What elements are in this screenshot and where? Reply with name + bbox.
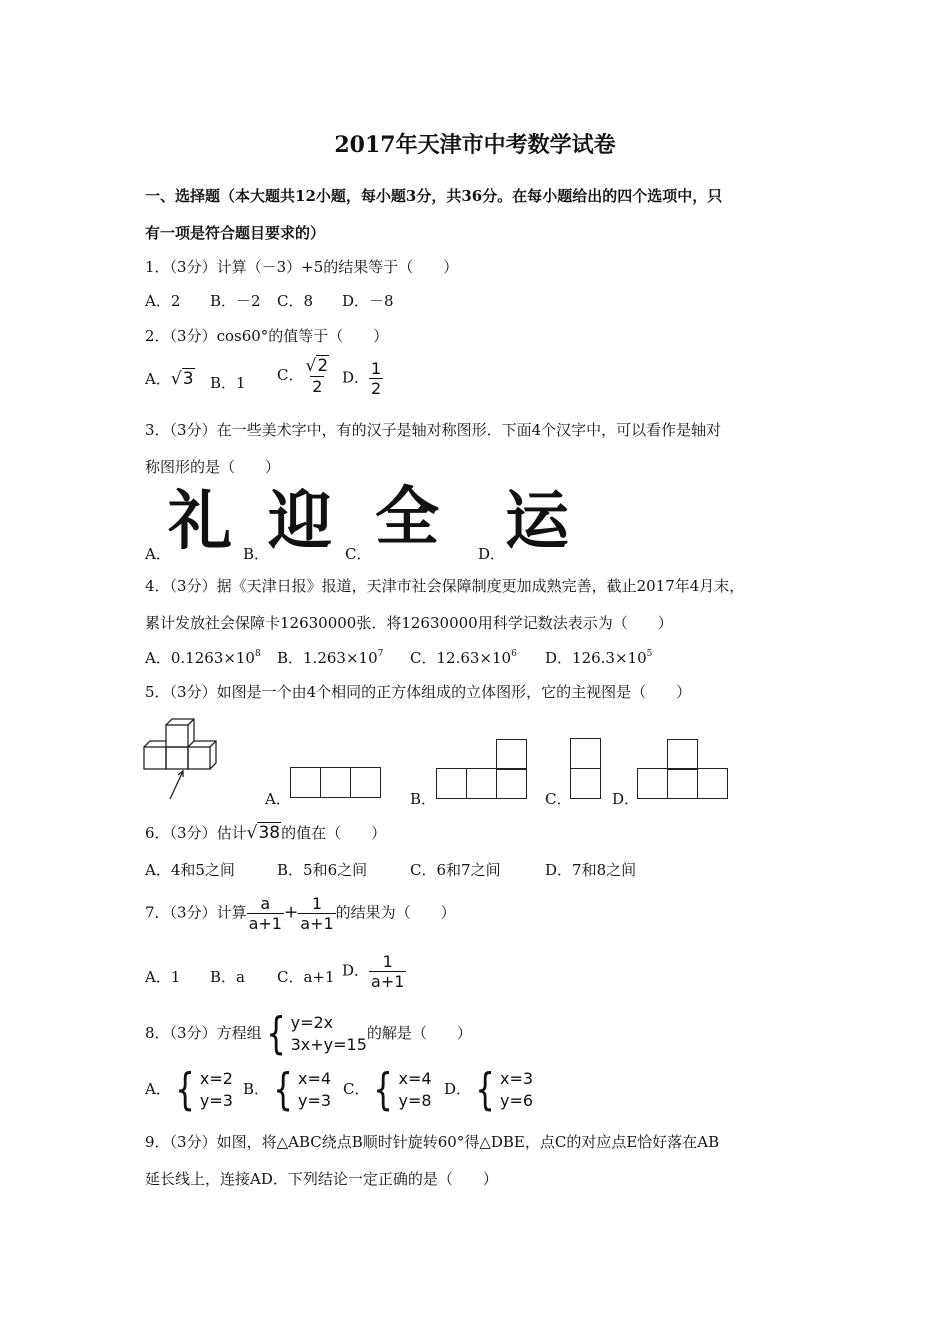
q3-option-b-label: B． bbox=[243, 545, 270, 563]
q4-option-b-exp: 7 bbox=[377, 649, 384, 659]
q4-option-c bbox=[410, 647, 517, 668]
q4-option-a-exp: 8 bbox=[254, 649, 261, 659]
q3-option-b-char: 迎 bbox=[268, 485, 332, 559]
question-4-cont: 累计发放社会保障卡12630000张．将12630000用科学记数法表示为（ ） bbox=[145, 614, 673, 632]
question-8-post: 的解是（ ） bbox=[366, 1024, 472, 1042]
q2-option-c-den: 2 bbox=[312, 377, 323, 396]
q2-option-b: B．1 bbox=[210, 374, 246, 392]
q3-option-c-label: C． bbox=[345, 545, 372, 563]
c1: x=4 bbox=[398, 1069, 432, 1088]
q8-option-a-label: A． bbox=[145, 1080, 171, 1098]
d2: y=6 bbox=[500, 1091, 534, 1110]
question-6-pre: 6．（3分）估计 bbox=[145, 824, 247, 842]
q2-option-d-den: 2 bbox=[371, 379, 382, 398]
q8-option-a: A． { x=2 y=3 bbox=[145, 1064, 233, 1115]
q8-option-c-label: C． bbox=[343, 1080, 370, 1098]
q7-option-d-fraction bbox=[369, 952, 406, 991]
section-header: 一、选择题（本大题共12小题，每小题3分，共36分。在每小题给出的四个选项中，只 bbox=[145, 187, 723, 205]
q2-option-d-fraction bbox=[369, 359, 383, 398]
q4-option-c-exp: 6 bbox=[511, 649, 517, 659]
q1-option-b: B．－2 bbox=[210, 292, 261, 310]
q7-option-a: A．1 bbox=[145, 968, 181, 986]
f2-num: 1 bbox=[311, 894, 323, 913]
q4-option-d bbox=[545, 647, 652, 668]
q3-option-d-label: D． bbox=[478, 545, 506, 563]
q4-option-b bbox=[277, 647, 383, 668]
q2-option-d-num: 1 bbox=[371, 359, 382, 378]
question-8 bbox=[145, 1008, 472, 1059]
q5-option-d-label: D． bbox=[612, 790, 640, 808]
plus-sign: + bbox=[283, 902, 299, 923]
a2: y=3 bbox=[199, 1091, 233, 1110]
q7-option-d bbox=[342, 952, 406, 991]
sqrt-symbol: √3 bbox=[170, 369, 194, 389]
q6-option-c: C．6和7之间 bbox=[410, 861, 501, 879]
section-header-cont: 有一项是符合题目要求的） bbox=[145, 224, 326, 242]
f2-den: a+1 bbox=[300, 914, 334, 933]
q8-option-b-label: B． bbox=[243, 1080, 270, 1098]
question-9-cont: 延长线上，连接AD．下列结论一定正确的是（ ） bbox=[145, 1170, 498, 1188]
question-7-fraction-2 bbox=[298, 894, 335, 933]
q8-option-c: C． { x=4 y=8 bbox=[343, 1064, 432, 1115]
question-2: 2．（3分）cos60°的值等于（ ） bbox=[145, 327, 389, 345]
f1-num: a bbox=[260, 894, 271, 913]
question-3: 3．（3分）在一些美术字中，有的汉子是轴对称图形．下面4个汉字中，可以看作是轴对 bbox=[145, 421, 722, 439]
q6-option-b: B．5和6之间 bbox=[277, 861, 368, 879]
question-7 bbox=[145, 894, 456, 933]
question-7-post: 的结果为（ ） bbox=[335, 903, 456, 922]
b1: x=4 bbox=[298, 1069, 332, 1088]
question-1: 1．（3分）计算（－3）+5的结果等于（ ） bbox=[145, 258, 459, 276]
question-6-post: 的值在（ ） bbox=[281, 824, 387, 842]
cube-solid-figure bbox=[140, 713, 222, 803]
q2-option-d-label: D． bbox=[342, 368, 370, 387]
q1-option-d: D．－8 bbox=[342, 292, 394, 310]
q4-option-a-text: A．0.1263×10 bbox=[145, 649, 255, 667]
q2-option-c bbox=[277, 356, 331, 396]
q3-option-d-char: 运 bbox=[505, 485, 569, 559]
question-3-cont: 称图形的是（ ） bbox=[145, 458, 281, 476]
question-7-fraction-1 bbox=[247, 894, 284, 933]
q8-option-b: B． { x=4 y=3 bbox=[243, 1064, 332, 1115]
question-6 bbox=[145, 822, 386, 843]
q3-option-a-char: 礼 bbox=[168, 485, 232, 559]
d-den: a+1 bbox=[371, 972, 405, 991]
f1-den: a+1 bbox=[248, 914, 282, 933]
q8-option-d-label: D． bbox=[444, 1080, 472, 1098]
question-5: 5．（3分）如图是一个由4个相同的正方体组成的立体图形，它的主视图是（ ） bbox=[145, 683, 692, 701]
q8-option-d: D． { x=3 y=6 bbox=[444, 1064, 534, 1115]
equation-system: { y=2x 3x+y=15 bbox=[265, 1008, 367, 1059]
c2: y=8 bbox=[398, 1091, 432, 1110]
q4-option-d-text: D．126.3×10 bbox=[545, 649, 647, 667]
q2-option-c-num: 2 bbox=[317, 356, 329, 376]
q7-option-c: C．a+1 bbox=[277, 968, 335, 986]
q6-option-d: D．7和8之间 bbox=[545, 861, 637, 879]
d-num: 1 bbox=[382, 952, 393, 971]
q2-option-a bbox=[145, 368, 195, 389]
q2-option-a-label: A． bbox=[145, 370, 171, 388]
question-8-pre: 8．（3分）方程组 bbox=[145, 1024, 262, 1042]
q7-option-d-label: D． bbox=[342, 961, 370, 980]
a1: x=2 bbox=[199, 1069, 233, 1088]
sqrt-symbol: √38 bbox=[246, 823, 281, 843]
q7-option-b: B．a bbox=[210, 968, 245, 986]
q4-option-b-text: B．1.263×10 bbox=[277, 649, 378, 667]
eq1: y=2x bbox=[290, 1013, 334, 1032]
q4-option-d-exp: 5 bbox=[646, 649, 653, 659]
d1: x=3 bbox=[500, 1069, 534, 1088]
q2-option-c-label: C． bbox=[277, 366, 304, 384]
eq2: 3x+y=15 bbox=[290, 1035, 367, 1054]
page-title: 2017年天津市中考数学试卷 bbox=[334, 132, 616, 158]
question-6-radicand: 38 bbox=[258, 823, 281, 843]
q2-option-a-radicand: 3 bbox=[182, 369, 194, 389]
q3-option-c-char: 全 bbox=[375, 481, 439, 555]
q3-option-a-label: A． bbox=[145, 545, 171, 563]
q4-option-c-text: C．12.63×10 bbox=[410, 649, 512, 667]
question-7-pre: 7．（3分）计算 bbox=[145, 903, 247, 922]
q2-option-c-fraction: $\frac{√2}{2}$ bbox=[305, 356, 329, 396]
q4-option-a bbox=[145, 647, 261, 668]
q6-option-a: A．4和5之间 bbox=[145, 861, 235, 879]
q5-option-c-label: C． bbox=[545, 790, 572, 808]
b2: y=3 bbox=[298, 1091, 332, 1110]
q1-option-a: A．2 bbox=[145, 292, 181, 310]
question-9: 9．（3分）如图，将△ABC绕点B顺时针旋转60°得△DBE，点C的对应点E恰好落在AB bbox=[145, 1133, 720, 1151]
question-4: 4．（3分）据《天津日报》报道，天津市社会保障制度更加成熟完善，截止2017年4月末， bbox=[145, 577, 745, 595]
q1-option-c: C．8 bbox=[277, 292, 314, 310]
q2-option-d bbox=[342, 359, 383, 398]
q5-option-a-label: A． bbox=[265, 790, 291, 808]
q5-option-b-label: B． bbox=[410, 790, 437, 808]
